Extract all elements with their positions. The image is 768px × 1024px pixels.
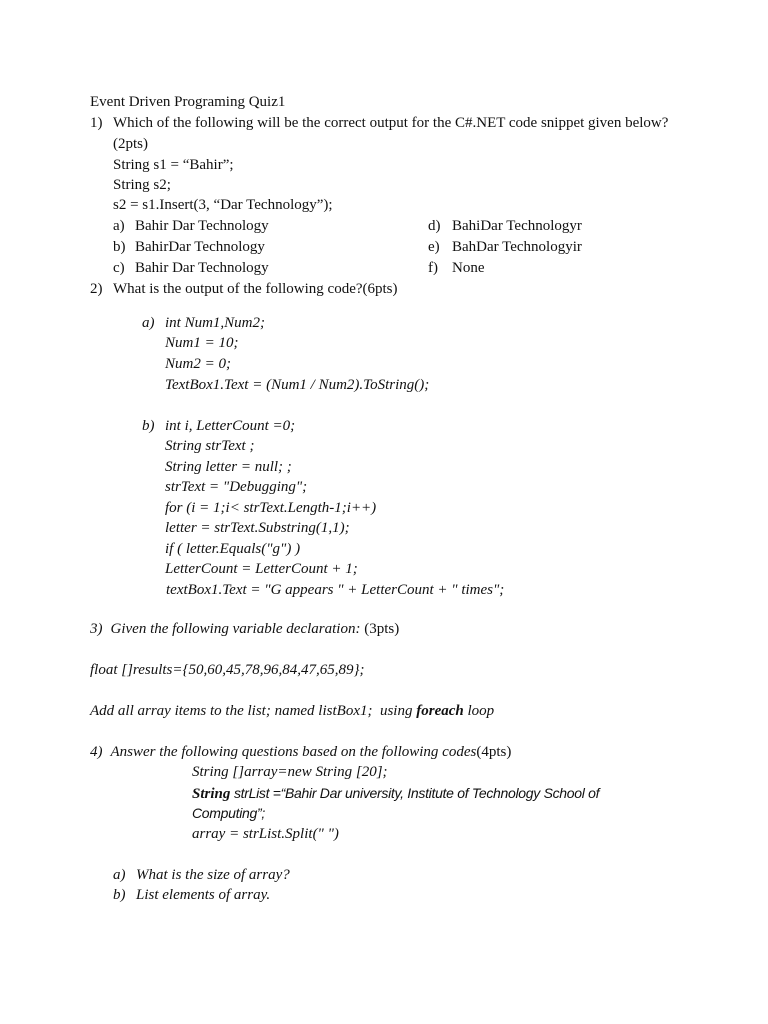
q1-option-label: f) xyxy=(428,260,438,276)
q1-option-text: Bahir Dar Technology xyxy=(135,218,269,234)
q3-instruction xyxy=(90,702,494,720)
q1-code-line: String s1 = “Bahir”; xyxy=(113,157,234,173)
q1-option-text: Bahir Dar Technology xyxy=(135,260,269,276)
q4-sub-label: a) xyxy=(113,867,126,883)
q1-number: 1) xyxy=(90,115,103,131)
q1-option-text: None xyxy=(452,260,485,276)
q2-number: 2) xyxy=(90,281,103,297)
q2b-code-line: for (i = 1;i< strText.Length-1;i++) xyxy=(165,500,377,516)
q1-option-label: e) xyxy=(428,239,440,255)
q4-row xyxy=(90,743,511,761)
q3-row xyxy=(90,620,399,638)
q2a-code-line: Num1 = 10; xyxy=(165,335,239,351)
q4-code-keyword: String xyxy=(192,786,231,802)
q3-number: 3) xyxy=(90,621,103,637)
q2b-code-line: textBox1.Text = "G appears " + LetterCount + " times"; xyxy=(166,582,505,598)
q1-option-label: c) xyxy=(113,260,125,276)
q2b-code-line: String strText ; xyxy=(165,438,255,454)
q2b-code-line: int i, LetterCount =0; xyxy=(165,418,296,434)
q2-text: What is the output of the following code?(6pts) xyxy=(113,281,398,297)
q3-instruction-pre: Add all array items to the list; named listBox1; using xyxy=(90,703,417,719)
q2b-label: b) xyxy=(142,418,155,434)
q4-sub-text: What is the size of array? xyxy=(136,867,290,883)
q2b-code-line: if ( letter.Equals("g") ) xyxy=(165,541,301,557)
q3-declaration: float []results={50,60,45,78,96,84,47,65,89}; xyxy=(90,662,365,678)
q1-points: (2pts) xyxy=(113,136,148,152)
q1-option-text: BahirDar Technology xyxy=(135,239,265,255)
q3-instruction-keyword: foreach xyxy=(416,703,464,719)
q3-instruction-post: loop xyxy=(463,703,495,719)
q2a-code-line: Num2 = 0; xyxy=(165,356,231,372)
q2a-code-line: int Num1,Num2; xyxy=(165,315,266,331)
q4-points: (4pts) xyxy=(476,744,512,760)
q4-code-line: String []array=new String [20]; xyxy=(192,764,388,780)
q2b-code-line: letter = strText.Substring(1,1); xyxy=(165,520,350,536)
q1-option-text: BahiDar Technologyr xyxy=(452,218,582,234)
q1-option-label: d) xyxy=(428,218,441,234)
q4-sub-text: List elements of array. xyxy=(136,887,271,903)
q4-code-line xyxy=(192,784,599,803)
q2b-code-line: strText = "Debugging"; xyxy=(165,479,308,495)
q4-sub-label: b) xyxy=(113,887,126,903)
q3-text: Given the following variable declaration: xyxy=(110,621,361,637)
q1-option-text: BahDar Technologyir xyxy=(452,239,582,255)
q4-number: 4) xyxy=(90,744,103,760)
q1-option-label: b) xyxy=(113,239,126,255)
q4-code-string: strList =“Bahir Dar university, Institute of Technology School of xyxy=(230,785,600,801)
q2b-code-line: LetterCount = LetterCount + 1; xyxy=(165,561,358,577)
q4-code-line: Computing”; xyxy=(192,805,265,821)
q1-code-line: s2 = s1.Insert(3, “Dar Technology”); xyxy=(113,197,333,213)
q1-code-line: String s2; xyxy=(113,177,171,193)
q2b-code-line: String letter = null; ; xyxy=(165,459,292,475)
q1-option-label: a) xyxy=(113,218,125,234)
quiz-title: Event Driven Programing Quiz1 xyxy=(90,94,286,110)
q3-points: (3pts) xyxy=(364,621,400,637)
q4-code-line: array = strList.Split(" ") xyxy=(192,826,339,842)
q2a-label: a) xyxy=(142,315,155,331)
q1-text: Which of the following will be the correct output for the C#.NET code snippet given below? xyxy=(113,115,669,131)
q2a-code-line: TextBox1.Text = (Num1 / Num2).ToString(); xyxy=(165,377,430,393)
q4-text: Answer the following questions based on the following codes xyxy=(110,744,477,760)
